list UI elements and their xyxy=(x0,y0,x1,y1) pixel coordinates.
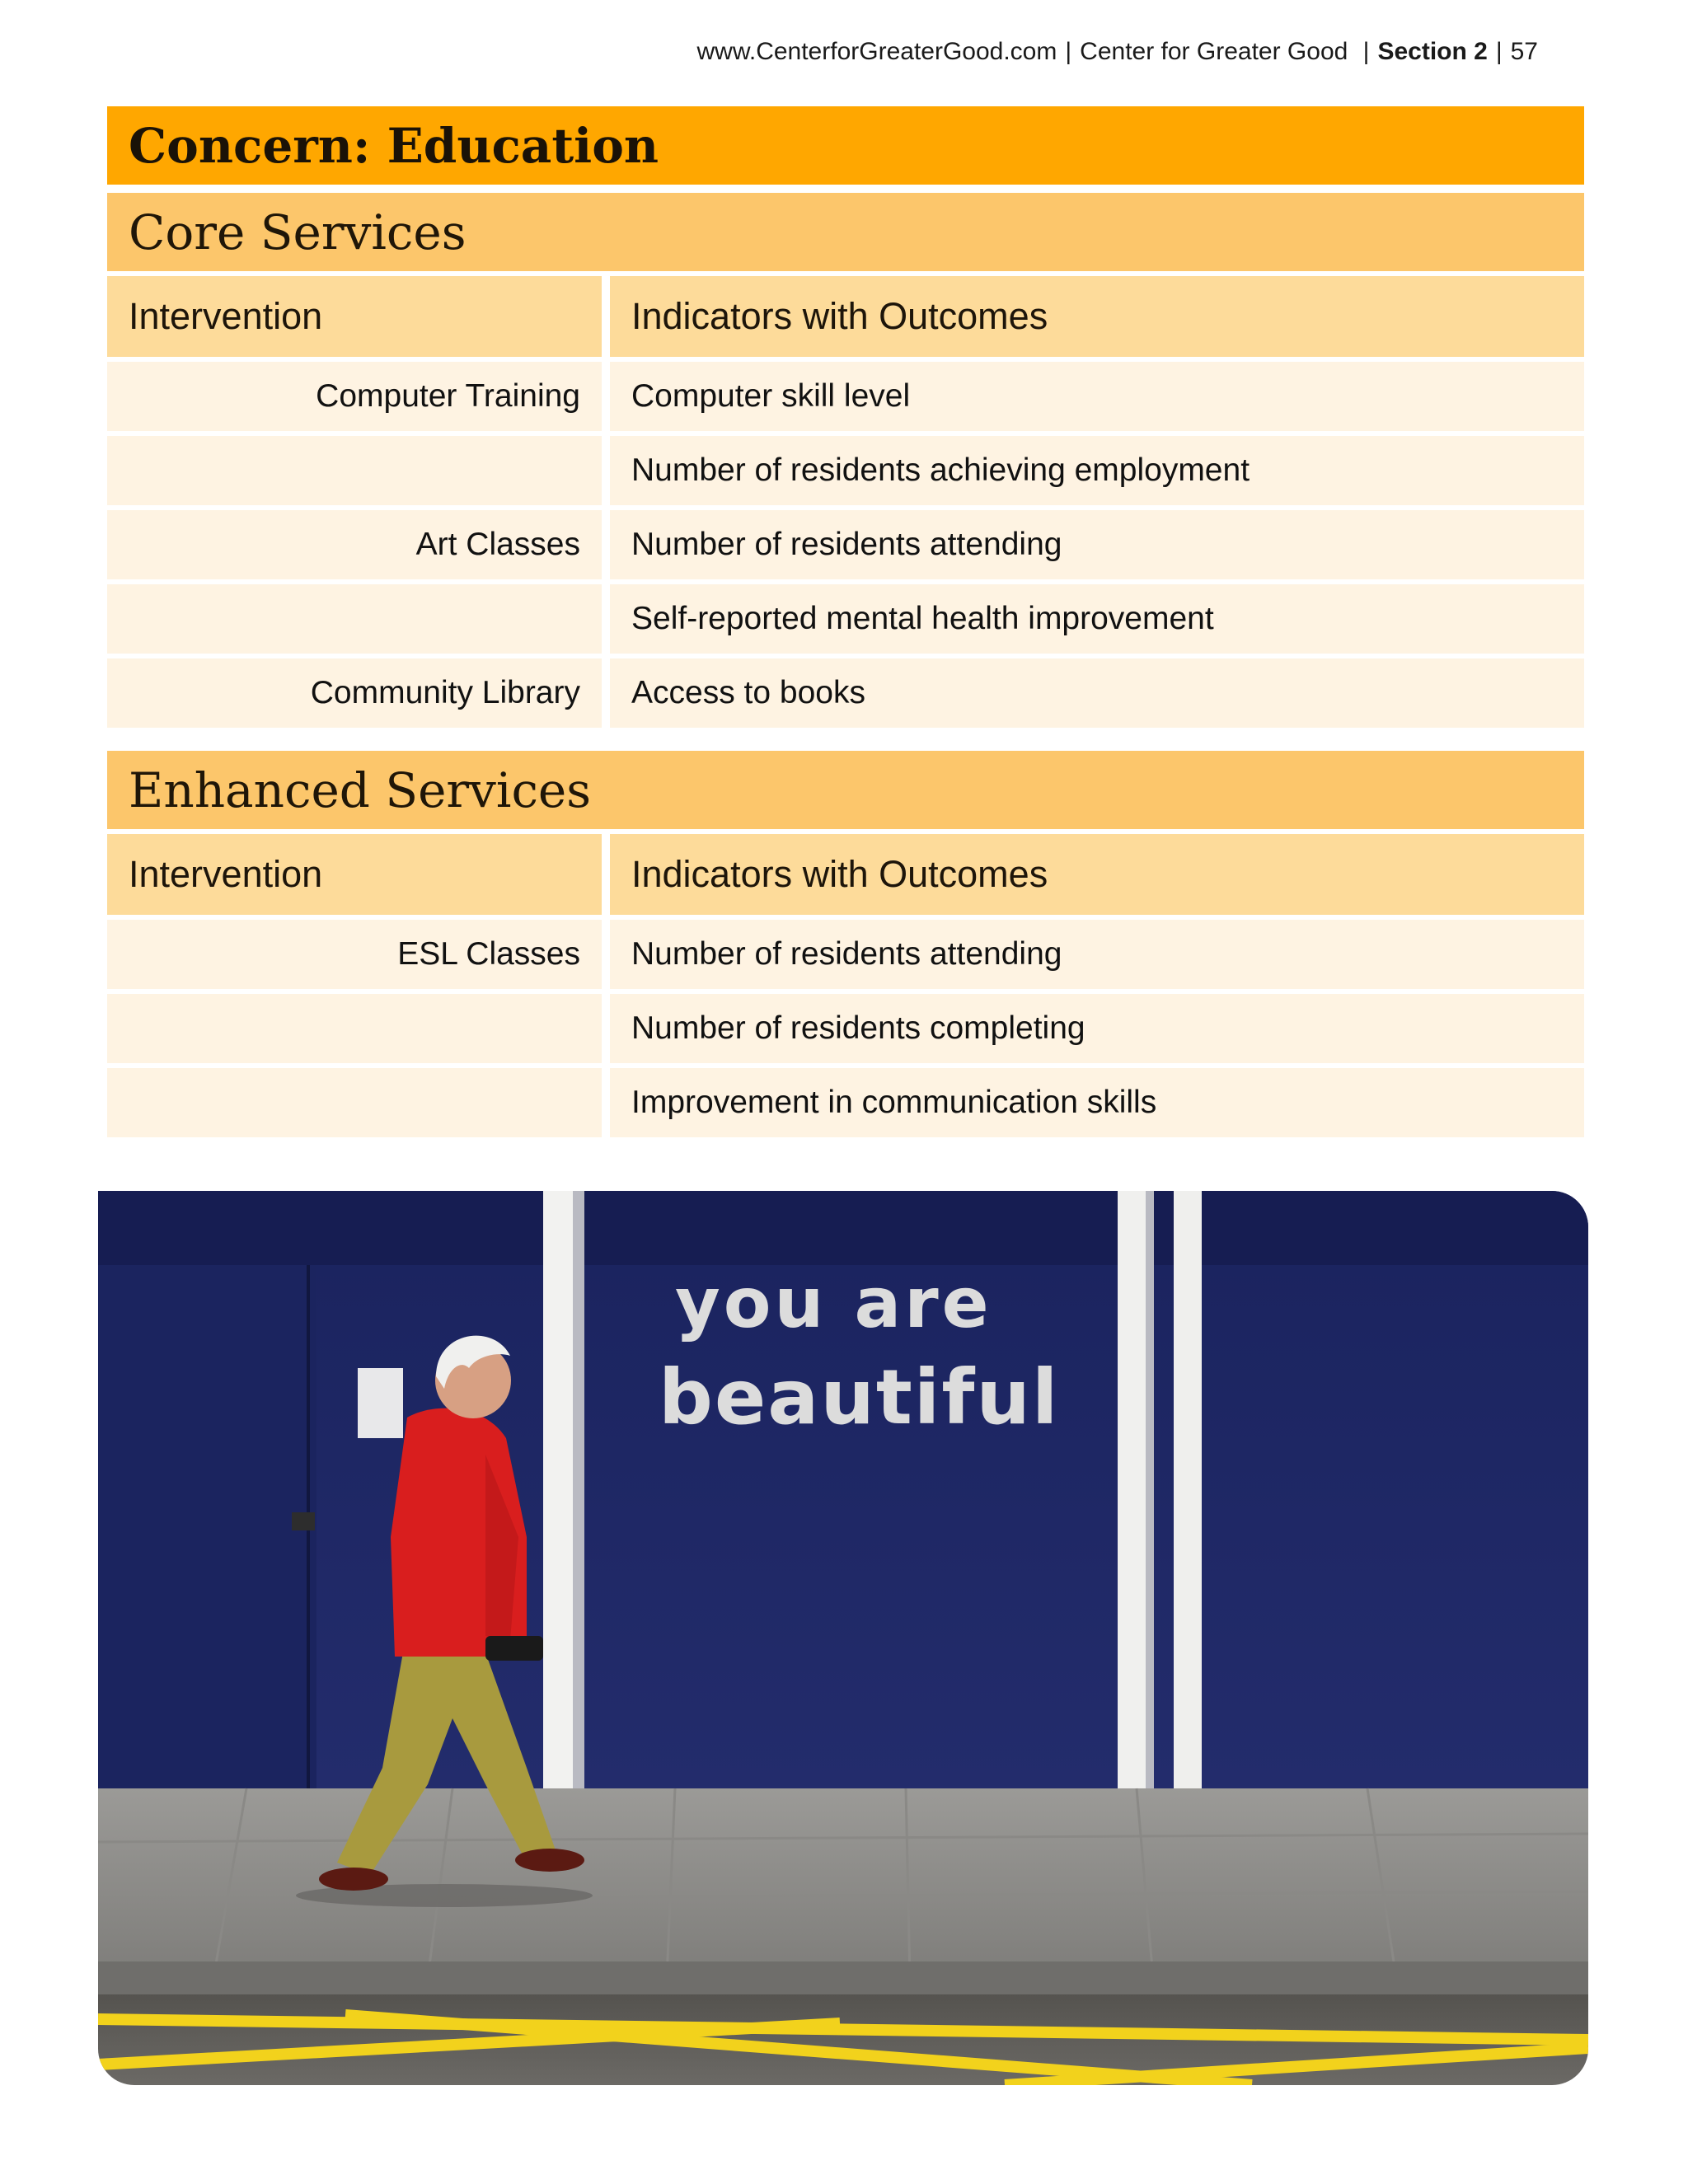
concern-content xyxy=(107,106,1584,1137)
enhanced-services-title: Enhanced Services xyxy=(107,751,1584,829)
table-row xyxy=(107,362,1584,431)
column-header-intervention: Intervention xyxy=(107,276,602,357)
white-post-shadow xyxy=(573,1191,584,1788)
graffiti-line-1: you are xyxy=(675,1263,992,1343)
intervention-cell: ESL Classes xyxy=(107,920,602,989)
curb xyxy=(98,1961,1588,1994)
section-label: Section 2 xyxy=(1377,38,1488,65)
header-separator: | xyxy=(1356,38,1370,65)
indicator-cell: Self-reported mental health improvement xyxy=(610,584,1584,654)
wall-top-band xyxy=(98,1191,1588,1265)
column-header-indicators: Indicators with Outcomes xyxy=(610,276,1584,357)
page-number: 57 xyxy=(1510,38,1538,65)
camera xyxy=(485,1636,543,1661)
intervention-cell: Computer Training xyxy=(107,362,602,431)
indicator-cell: Number of residents attending xyxy=(610,510,1584,579)
intervention-cell: Community Library xyxy=(107,658,602,728)
indicator-cell: Computer skill level xyxy=(610,362,1584,431)
table-row xyxy=(107,658,1584,728)
header-separator: | xyxy=(1065,38,1072,65)
table-row xyxy=(107,510,1584,579)
white-post xyxy=(1174,1191,1202,1788)
door-handle xyxy=(292,1512,315,1530)
street-photo-illustration xyxy=(98,1191,1588,2085)
table-row xyxy=(107,584,1584,654)
indicator-cell: Number of residents attending xyxy=(610,920,1584,989)
table-row xyxy=(107,436,1584,505)
white-post-shadow xyxy=(1146,1191,1154,1788)
concern-title: Concern: Education xyxy=(107,106,1584,185)
wall-door xyxy=(98,1265,316,1788)
indicator-cell: Number of residents achieving employment xyxy=(610,436,1584,505)
enhanced-services-table xyxy=(107,834,1584,1137)
intervention-cell xyxy=(107,1068,602,1137)
indicator-cell: Improvement in communication skills xyxy=(610,1068,1584,1137)
website-link[interactable]: www.CenterforGreaterGood.com xyxy=(696,38,1057,65)
column-header-intervention: Intervention xyxy=(107,834,602,915)
white-post xyxy=(543,1191,573,1788)
table-header-row xyxy=(107,834,1584,915)
core-services-title: Core Services xyxy=(107,193,1584,271)
intervention-cell xyxy=(107,994,602,1063)
street-photo xyxy=(98,1191,1588,2085)
man-shoe xyxy=(319,1868,388,1891)
man-shoe xyxy=(515,1849,584,1872)
org-name: Center for Greater Good xyxy=(1080,38,1348,65)
indicator-cell: Number of residents completing xyxy=(610,994,1584,1063)
graffiti-line-2: beautiful xyxy=(659,1353,1060,1441)
intervention-cell: Art Classes xyxy=(107,510,602,579)
indicator-cell: Access to books xyxy=(610,658,1584,728)
table-row xyxy=(107,994,1584,1063)
table-row xyxy=(107,920,1584,989)
header-separator: | xyxy=(1495,38,1503,65)
page-header xyxy=(697,38,1538,66)
intervention-cell xyxy=(107,436,602,505)
intervention-cell xyxy=(107,584,602,654)
table-header-row xyxy=(107,276,1584,357)
white-post xyxy=(1118,1191,1146,1788)
core-services-table xyxy=(107,276,1584,728)
table-row xyxy=(107,1068,1584,1137)
column-header-indicators: Indicators with Outcomes xyxy=(610,834,1584,915)
wall-notice xyxy=(358,1368,403,1438)
